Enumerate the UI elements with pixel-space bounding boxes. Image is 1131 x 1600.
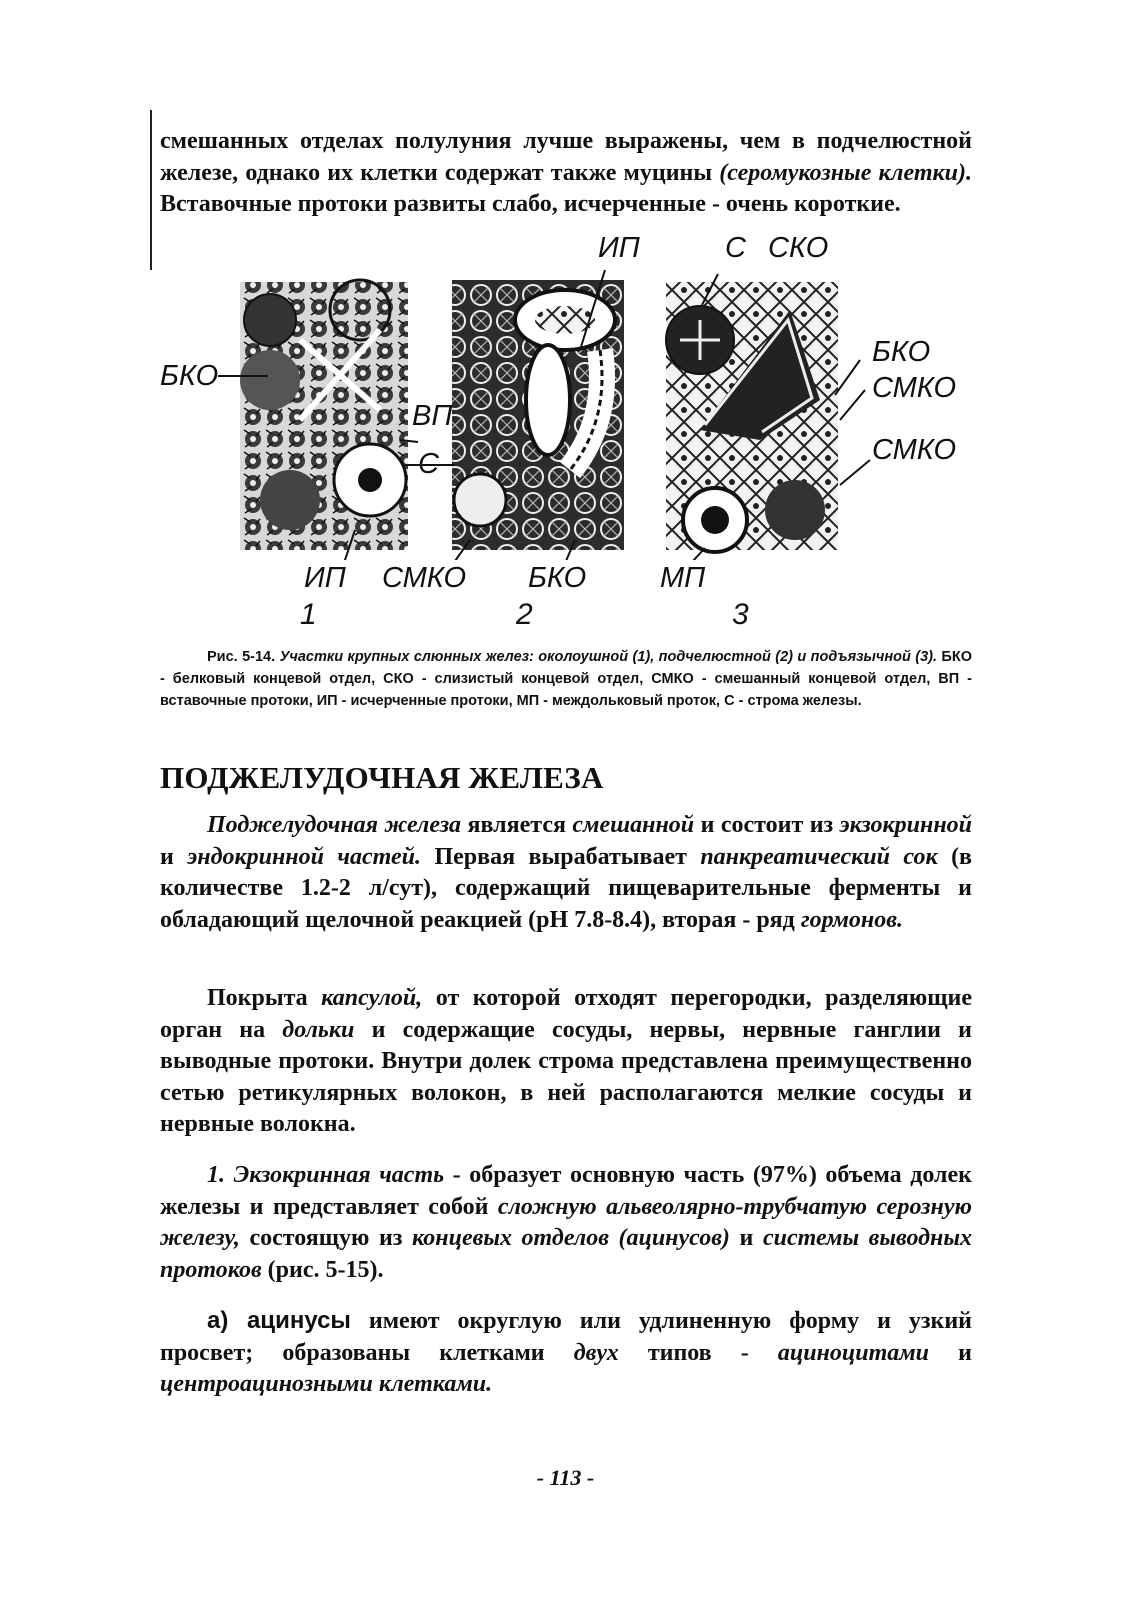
text-run-italic: капсулой, [321,985,423,1011]
text-run: и [160,843,188,870]
label-smko-right-1: СМКО [872,372,957,404]
label-s-top: С [725,232,746,264]
panel-number-2: 2 [516,598,533,631]
text-run: Вставочные протоки развиты слабо, исчерченные - очень короткие. [160,191,901,217]
paragraph-4 [160,1305,972,1401]
text-run-italic: смешанной [572,812,695,838]
text-run: Первая вырабатывает [421,843,701,870]
label-ip-top: ИП [598,232,640,264]
text-run-italic: гормонов. [800,906,903,933]
caption-rest: БКО - белковый концевой отдел, СКО - слизистый концевой отдел, СМКО - смешанный концевой отдел, ВП - вставочные протоки, ИП - исчерченные протоки, МП - междольковый проток, С - строма железы. [160,649,972,709]
top-paragraph [160,126,972,221]
label-mp: МП [660,562,706,594]
text-run-italic: Поджелудочная железа [207,812,462,838]
text-run: состоящую из [239,1225,413,1251]
label-smko-right-2: СМКО [872,434,957,466]
text-run-italic: сложную альвеолярно-трубчатую серозную железу, [160,1193,973,1251]
text-run: смешанных отделах полулуния лучше выражены, чем в подчелюстной железе, однако их клетки содержат также муцины [160,128,972,186]
text-run: и содержащие сосуды, нервы, нервные ганглии и выводные протоки. Внутри долек строма представлена преимущественно сетью ретикулярных волокон, в ней располагаются мелкие сосуды и нервные волокна. [160,1016,972,1137]
text-run: и состоит из [694,812,840,838]
text-run: от которой отходят перегородки, разделяющие орган на [160,985,972,1043]
panel-number-1: 1 [300,598,317,631]
text-run: имеют округлую или удлиненную форму и узкий просвет; образованы клетками [160,1308,973,1366]
text-run: Покрыта [207,985,322,1011]
text-run: является [461,812,573,838]
text-run: - образует основную часть (97%) объема долек железы и представляет собой [160,1162,972,1220]
text-run-italic: центроацинозными клетками. [160,1371,493,1397]
text-run-italic: дольки [282,1016,355,1043]
caption-prefix: Рис. 5-14. [207,649,280,665]
page-number: - 113 - [536,1465,595,1490]
text-run-italic: (серомукозные клетки). [719,159,972,186]
text-run-italic: панкреатический сок [700,843,938,870]
text-run-italic: ациноцитами [777,1339,930,1366]
label-sko: СКО [768,232,829,264]
text-run: и [929,1339,972,1366]
figure-caption [160,646,972,712]
text-run-italic: 1. Экзокринная часть [207,1162,445,1188]
text-run-bold: а) ацинусы [207,1307,351,1334]
text-run-italic: системы выводных протоков [160,1225,973,1283]
text-run-italic: эндокринной частей. [187,843,422,870]
label-vp: ВП [412,400,453,432]
paragraph-3 [160,1160,972,1286]
label-s-mid: С [418,448,439,480]
text-run-italic: двух [573,1339,619,1366]
text-run: и [729,1225,763,1251]
label-bko-left: БКО [160,360,219,392]
panel-number-3: 3 [732,598,749,631]
section-heading: ПОДЖЕЛУДОЧНАЯ ЖЕЛЕЗА [160,760,604,795]
text-run-italic: концевых отделов (ацинусов) [412,1225,730,1251]
label-bko-bottom: БКО [528,562,587,594]
text-run: (в количестве 1.2-2 л/сут), содержащий пищеварительные ферменты и обладающий щелочной реакцией (pH 7.8-8.4), вторая - ряд [160,843,973,933]
label-ip-bottom: ИП [304,562,346,594]
panel-3 [666,282,838,552]
caption-italic: Участки крупных слюнных желез: околоушной (1), подчелюстной (2) и подъязычной (3). [279,649,938,665]
panel-1 [240,280,408,550]
label-smko-bottom: СМКО [382,562,467,594]
panel-2 [452,280,624,550]
text-run: типов - [618,1339,778,1366]
histology-figure [0,230,1131,560]
label-bko-right: БКО [872,336,931,368]
paragraph-2 [160,983,972,1141]
text-run-italic: экзокринной [839,812,972,838]
paragraph-1 [160,810,972,936]
text-run: (рис. 5-15). [261,1256,384,1283]
